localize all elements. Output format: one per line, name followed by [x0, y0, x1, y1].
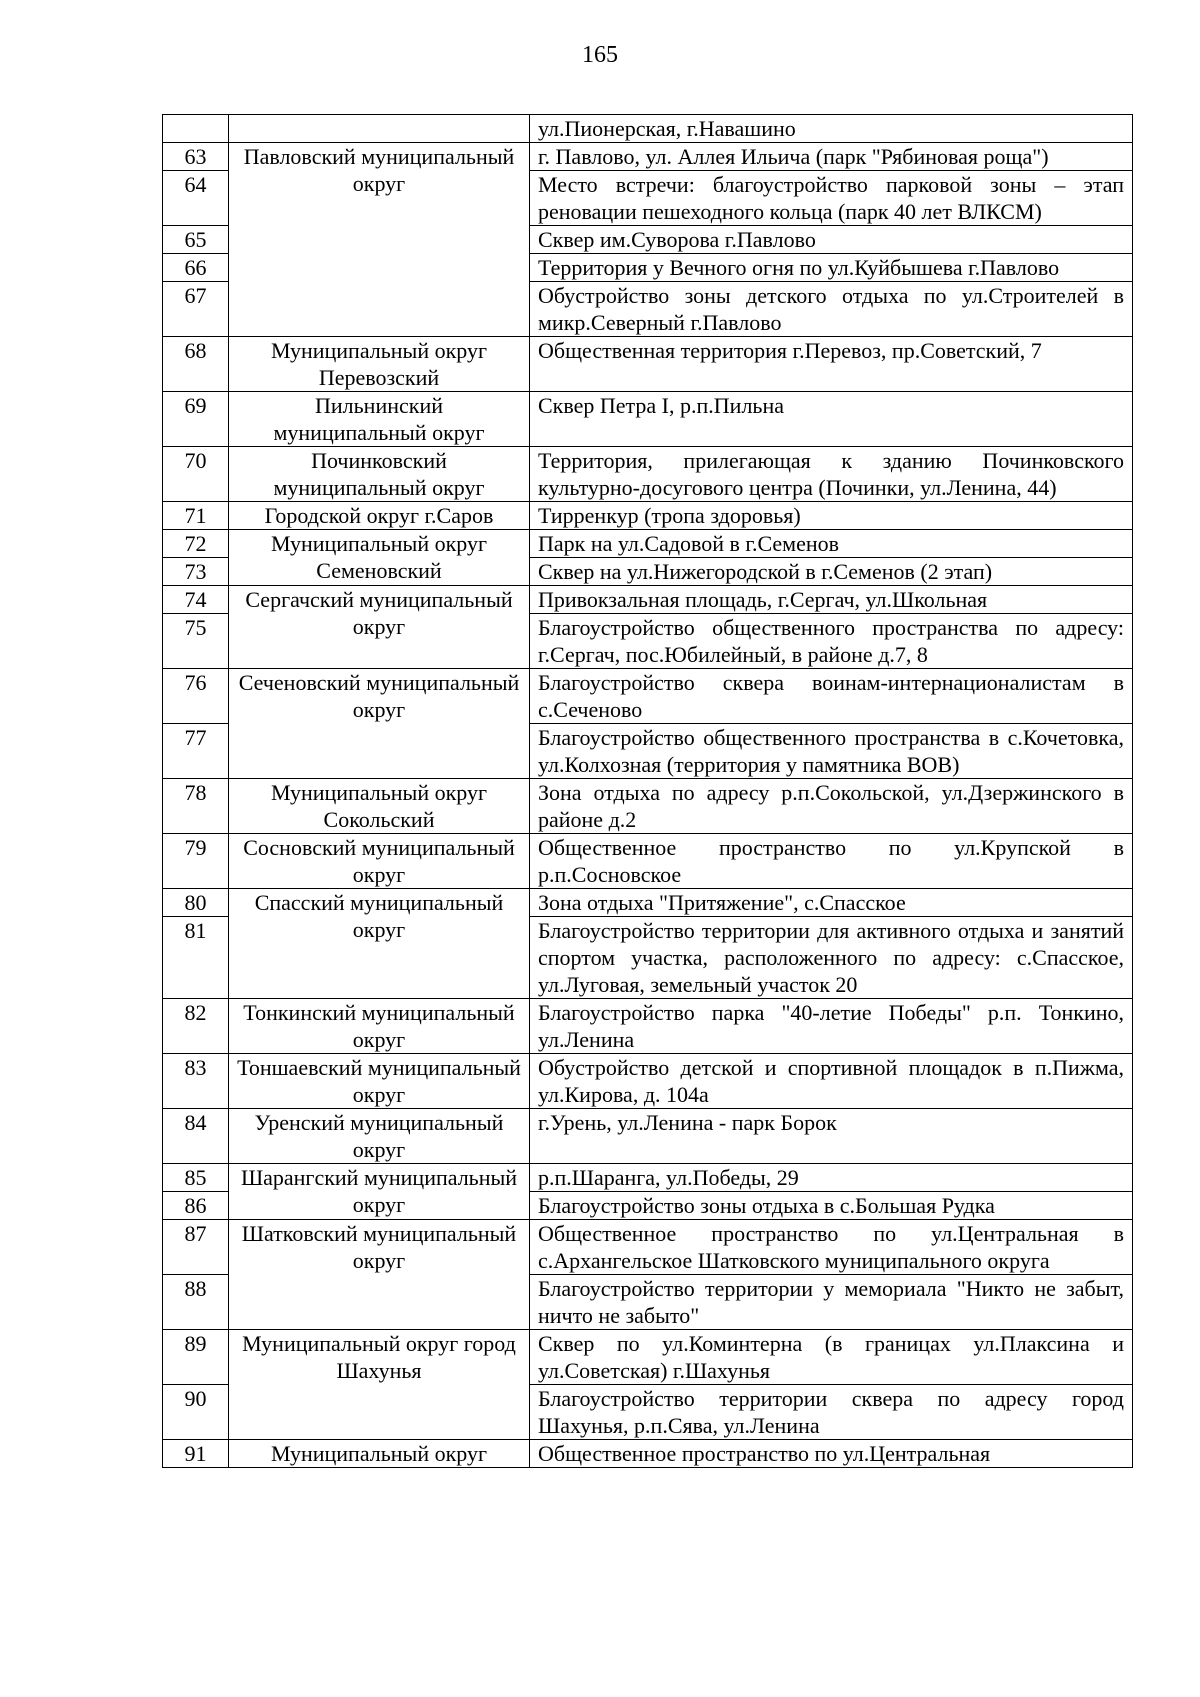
district-name: Шатковский муниципальный округ	[229, 1220, 530, 1330]
table-row	[163, 779, 1133, 834]
row-number: 76	[163, 669, 229, 724]
row-number: 84	[163, 1109, 229, 1164]
object-description: Благоустройство зоны отдыха в с.Большая Рудка	[530, 1192, 1133, 1220]
district-name: Муниципальный округ	[229, 1440, 530, 1468]
table-row	[163, 1054, 1133, 1109]
object-description: Привокзальная площадь, г.Сергач, ул.Школьная	[530, 586, 1133, 614]
row-number: 86	[163, 1192, 229, 1220]
row-number: 87	[163, 1220, 229, 1275]
object-description: г.Урень, ул.Ленина - парк Борок	[530, 1109, 1133, 1164]
table-row	[163, 834, 1133, 889]
object-description: р.п.Шаранга, ул.Победы, 29	[530, 1164, 1133, 1192]
district-name: Пильнинский муниципальный округ	[229, 392, 530, 447]
object-description: Сквер по ул.Коминтерна (в границах ул.Плаксина и ул.Советская) г.Шахунья	[530, 1330, 1133, 1385]
row-number: 74	[163, 586, 229, 614]
object-description: Благоустройство территории для активного отдыха и занятий спортом участка, расположенного по адресу: с.Спасское, ул.Луговая, земельный участок 20	[530, 917, 1133, 999]
row-number: 89	[163, 1330, 229, 1385]
row-number: 69	[163, 392, 229, 447]
row-number: 77	[163, 724, 229, 779]
object-description: Сквер им.Суворова г.Павлово	[530, 226, 1133, 254]
object-description: Общественная территория г.Перевоз, пр.Советский, 7	[530, 337, 1133, 392]
object-description: Благоустройство парка "40-летие Победы" р.п. Тонкино, ул.Ленина	[530, 999, 1133, 1054]
object-description: Парк на ул.Садовой в г.Семенов	[530, 530, 1133, 558]
table-row	[163, 999, 1133, 1054]
row-number: 64	[163, 171, 229, 226]
object-description: Благоустройство территории у мемориала "Никто не забыт, ничто не забыто"	[530, 1275, 1133, 1330]
district-name: Спасский муниципальный округ	[229, 889, 530, 999]
row-number: 91	[163, 1440, 229, 1468]
district-name: Сеченовский муниципальный округ	[229, 669, 530, 779]
row-number: 78	[163, 779, 229, 834]
row-number: 73	[163, 558, 229, 586]
row-number: 65	[163, 226, 229, 254]
district-name: Тоншаевский муниципальный округ	[229, 1054, 530, 1109]
object-description: Территория, прилегающая к зданию Починковского культурно-досугового центра (Починки, ул.Ленина, 44)	[530, 447, 1133, 502]
district-name: Уренский муниципальный округ	[229, 1109, 530, 1164]
district-name: Муниципальный округ Семеновский	[229, 530, 530, 586]
row-number: 90	[163, 1385, 229, 1440]
row-number: 70	[163, 447, 229, 502]
district-name	[229, 115, 530, 143]
table-row	[163, 502, 1133, 530]
object-description: Благоустройство общественного пространства в с.Кочетовка, ул.Колхозная (территория у памятника ВОВ)	[530, 724, 1133, 779]
table-row	[163, 1330, 1133, 1385]
object-description: Территория у Вечного огня по ул.Куйбышева г.Павлово	[530, 254, 1133, 282]
row-number: 71	[163, 502, 229, 530]
table-row	[163, 1440, 1133, 1468]
object-description: ул.Пионерская, г.Навашино	[530, 115, 1133, 143]
district-name: Шарангский муниципальный округ	[229, 1164, 530, 1220]
row-number: 72	[163, 530, 229, 558]
row-number: 79	[163, 834, 229, 889]
district-name: Муниципальный округ Перевозский	[229, 337, 530, 392]
district-name: Муниципальный округ город Шахунья	[229, 1330, 530, 1440]
row-number: 67	[163, 282, 229, 337]
object-description: Место встречи: благоустройство парковой зоны – этап реновации пешеходного кольца (парк 40 лет ВЛКСМ)	[530, 171, 1133, 226]
object-description: Зона отдыха "Притяжение", с.Спасское	[530, 889, 1133, 917]
object-description: Общественное пространство по ул.Крупской в р.п.Сосновское	[530, 834, 1133, 889]
row-number: 85	[163, 1164, 229, 1192]
object-description: Обустройство детской и спортивной площадок в п.Пижма, ул.Кирова, д. 104а	[530, 1054, 1133, 1109]
object-description: Общественное пространство по ул.Центральная в с.Архангельское Шатковского муниципального округа	[530, 1220, 1133, 1275]
table-row	[163, 337, 1133, 392]
district-name: Павловский муниципальный округ	[229, 143, 530, 337]
row-number: 68	[163, 337, 229, 392]
row-number: 88	[163, 1275, 229, 1330]
district-name: Муниципальный округ Сокольский	[229, 779, 530, 834]
object-description: Благоустройство общественного пространства по адресу: г.Сергач, пос.Юбилейный, в районе д.7, 8	[530, 614, 1133, 669]
object-description: Зона отдыха по адресу р.п.Сокольской, ул.Дзержинского в районе д.2	[530, 779, 1133, 834]
object-description: Благоустройство сквера воинам-интернационалистам в с.Сеченово	[530, 669, 1133, 724]
object-description: Сквер Петра I, р.п.Пильна	[530, 392, 1133, 447]
row-number: 63	[163, 143, 229, 171]
table-row	[163, 889, 1133, 917]
table-row	[163, 586, 1133, 614]
table-row	[163, 530, 1133, 558]
object-description: Обустройство зоны детского отдыха по ул.Строителей в микр.Северный г.Павлово	[530, 282, 1133, 337]
district-name: Сосновский муниципальный округ	[229, 834, 530, 889]
page-number: 165	[582, 42, 618, 68]
table-row	[163, 1220, 1133, 1275]
object-description: г. Павлово, ул. Аллея Ильича (парк "Рябиновая роща")	[530, 143, 1133, 171]
row-number: 82	[163, 999, 229, 1054]
district-name: Городской округ г.Саров	[229, 502, 530, 530]
row-number	[163, 115, 229, 143]
district-name: Починковский муниципальный округ	[229, 447, 530, 502]
table-row	[163, 1164, 1133, 1192]
objects-table	[162, 114, 1133, 1468]
table-row	[163, 392, 1133, 447]
row-number: 80	[163, 889, 229, 917]
district-name: Тонкинский муниципальный округ	[229, 999, 530, 1054]
object-description: Благоустройство территории сквера по адресу город Шахунья, р.п.Сява, ул.Ленина	[530, 1385, 1133, 1440]
row-number: 81	[163, 917, 229, 999]
table-row	[163, 115, 1133, 143]
table-row	[163, 447, 1133, 502]
table-row	[163, 1109, 1133, 1164]
object-description: Тирренкур (тропа здоровья)	[530, 502, 1133, 530]
table-row	[163, 669, 1133, 724]
district-name: Сергачский муниципальный округ	[229, 586, 530, 669]
row-number: 66	[163, 254, 229, 282]
object-description: Сквер на ул.Нижегородской в г.Семенов (2 этап)	[530, 558, 1133, 586]
row-number: 83	[163, 1054, 229, 1109]
object-description: Общественное пространство по ул.Центральная	[530, 1440, 1133, 1468]
table-row	[163, 143, 1133, 171]
table-body	[163, 115, 1133, 1468]
row-number: 75	[163, 614, 229, 669]
